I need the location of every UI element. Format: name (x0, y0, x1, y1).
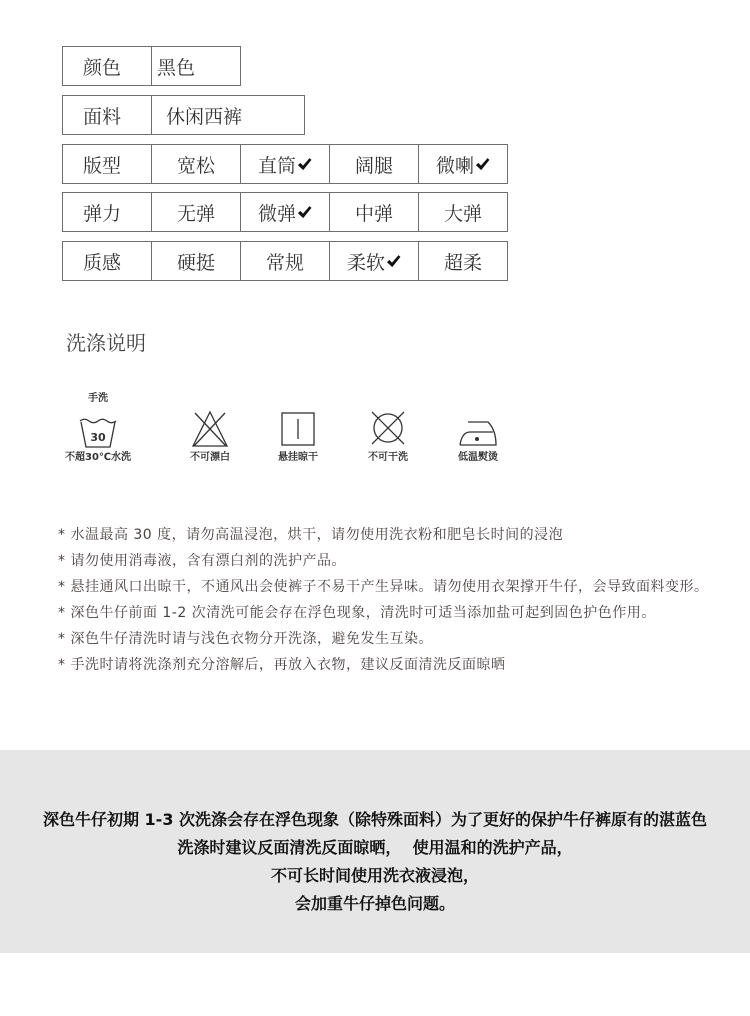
no-bleach-icon (191, 410, 229, 448)
notice-line: 不可长时间使用洗衣液浸泡， (270, 866, 479, 885)
spec-value-text: 黑色 (157, 56, 196, 79)
care-symbol-label: 不超30℃水洗 (64, 452, 132, 463)
spec-label (63, 242, 152, 281)
check-icon (475, 157, 490, 172)
care-notes-list (58, 522, 738, 678)
spec-option (152, 145, 241, 184)
care-symbol-label: 低温熨烫 (458, 452, 498, 463)
care-note: * 深色牛仔前面 1-2 次清洗可能会存在浮色现象，清洗时可适当添加盐可起到固色护色作用。 (58, 605, 656, 621)
spec-option-text: 常规 (265, 251, 304, 274)
spec-label (63, 47, 152, 86)
spec-label-text: 质感 (83, 251, 122, 274)
spec-option-text: 微弹 (257, 202, 296, 225)
care-symbol-label: 悬挂晾干 (278, 452, 318, 463)
denim-fading-notice (0, 750, 750, 953)
spec-label-text: 面料 (83, 105, 122, 128)
spec-row-color (62, 46, 241, 86)
notice-line: 会加重牛仔掉色问题。 (294, 894, 455, 913)
spec-label (63, 193, 152, 232)
notice-text-block (0, 806, 750, 918)
spec-row-stretch (62, 192, 508, 232)
spec-option (241, 145, 330, 184)
spec-option (330, 242, 419, 281)
spec-value (152, 96, 305, 135)
spec-row-texture (62, 241, 508, 281)
spec-option (330, 145, 419, 184)
spec-label-text: 颜色 (83, 56, 122, 79)
spec-option-text: 直筒 (257, 154, 296, 177)
spec-option (241, 242, 330, 281)
spec-option-text: 阔腿 (354, 154, 393, 177)
care-section-title: 洗涤说明 (66, 331, 146, 355)
spec-option (241, 193, 330, 232)
line-dry-icon (281, 412, 315, 446)
spec-value-text: 休闲西裤 (166, 105, 243, 128)
spec-option-text: 大弹 (443, 202, 482, 225)
care-symbol-label: 不可漂白 (190, 452, 230, 463)
spec-option-text: 中弹 (354, 202, 393, 225)
spec-row-fit (62, 144, 508, 184)
notice-line: 洗涤时建议反面清洗反面晾晒， 使用温和的洗护产品， (177, 838, 573, 857)
spec-option-text: 宽松 (176, 154, 215, 177)
check-icon (297, 205, 312, 220)
hand-wash-caption: 手洗 (88, 393, 108, 404)
spec-option (152, 242, 241, 281)
spec-option-text: 硬挺 (176, 251, 215, 274)
spec-option-text: 柔软 (346, 251, 385, 274)
spec-value (152, 47, 241, 86)
spec-label (63, 145, 152, 184)
spec-label-text: 版型 (83, 154, 122, 177)
spec-option (419, 242, 508, 281)
low-iron-icon (458, 419, 498, 447)
spec-option (419, 193, 508, 232)
wash-temperature-text: 30 (90, 431, 106, 444)
spec-label-text: 弹力 (83, 202, 122, 225)
check-icon (297, 157, 312, 172)
spec-row-fabric (62, 95, 305, 135)
care-note: * 水温最高 30 度，请勿高温浸泡，烘干，请勿使用洗衣粉和肥皂长时间的浸泡 (58, 527, 564, 543)
hand-wash-30-icon (78, 417, 118, 449)
care-note: * 悬挂通风口出晾干，不通风出会使裤子不易干产生异味。请勿使用衣架撑开牛仔，会导致面料变形。 (58, 579, 709, 595)
check-icon (386, 254, 401, 269)
spec-option-text: 无弹 (176, 202, 215, 225)
notice-line: 深色牛仔初期 1-3 次洗涤会存在浮色现象（除特殊面料）为了更好的保护牛仔裤原有的湛蓝色 (42, 810, 708, 829)
spec-option (330, 193, 419, 232)
spec-option (419, 145, 508, 184)
care-symbol-label: 不可干洗 (368, 452, 408, 463)
care-note: * 深色牛仔清洗时请与浅色衣物分开洗涤，避免发生互染。 (58, 631, 433, 647)
spec-option-text: 微喇 (435, 154, 474, 177)
spec-option-text: 超柔 (443, 251, 482, 274)
spec-option (152, 193, 241, 232)
no-dry-clean-icon (369, 409, 407, 447)
spec-label (63, 96, 152, 135)
care-note: * 手洗时请将洗涤剂充分溶解后，再放入衣物，建议反面清洗反面晾晒 (58, 657, 506, 673)
care-note: * 请勿使用消毒液，含有漂白剂的洗护产品。 (58, 553, 346, 569)
